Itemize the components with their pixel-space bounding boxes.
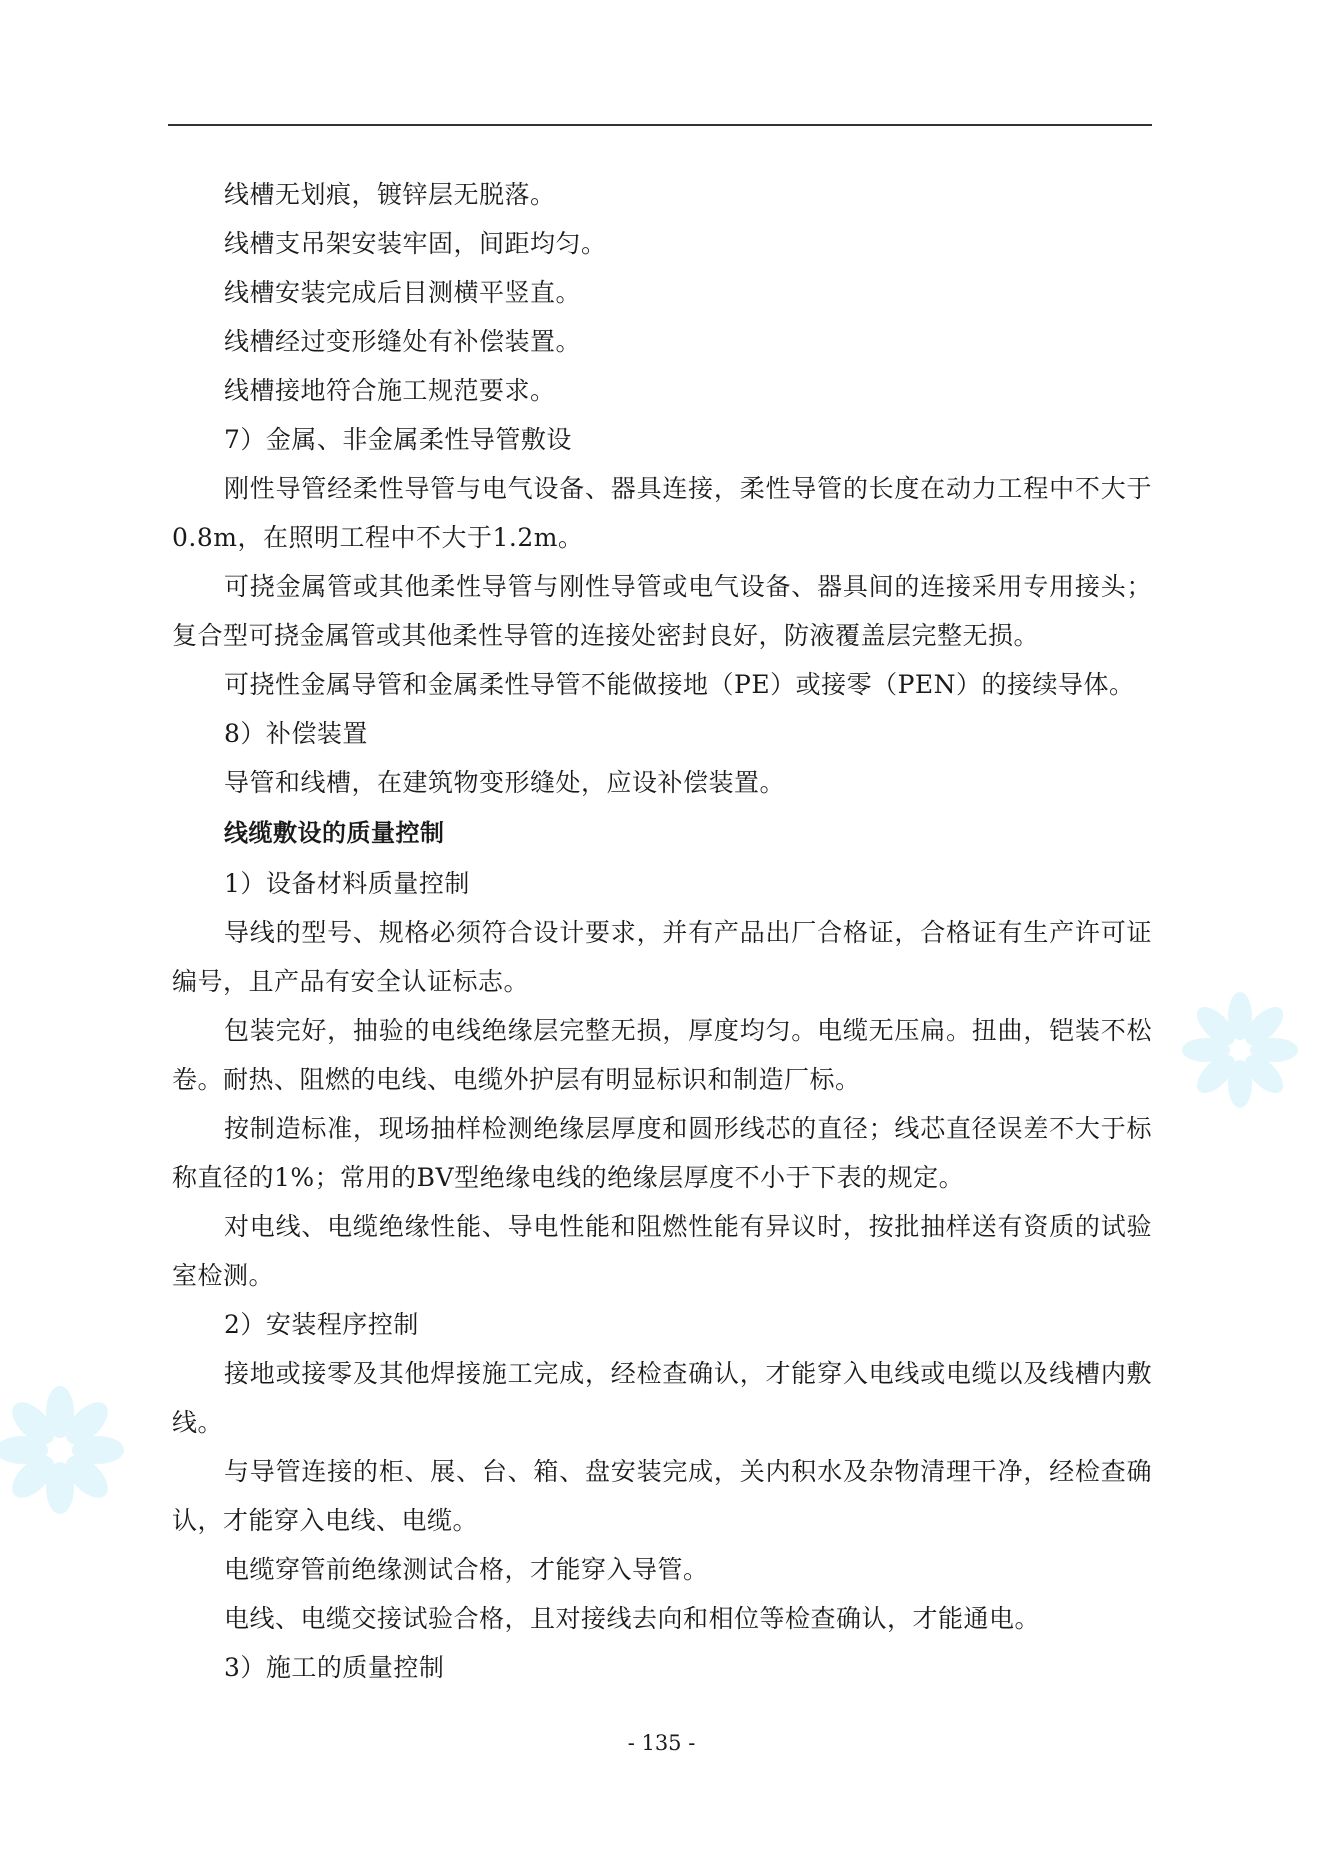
paragraph: 刚性导管经柔性导管与电气设备、器具连接，柔性导管的长度在动力工程中不大于0.8m，在照明工程中不大于1.2m。 (172, 474, 1152, 552)
watermark-logo-top (1182, 992, 1298, 1108)
subsection-heading: 1）设备材料质量控制 (224, 869, 470, 898)
paragraph: 线槽经过变形缝处有补偿装置。 (224, 327, 582, 356)
paragraph: 线槽支吊架安装牢固，间距均匀。 (224, 229, 607, 258)
header-rule (168, 124, 1152, 126)
document-body (172, 170, 1152, 1692)
paragraph: 对电线、电缆绝缘性能、导电性能和阻燃性能有异议时，按批抽样送有资质的试验室检测。 (172, 1212, 1152, 1290)
paragraph: 接地或接零及其他焊接施工完成，经检查确认，才能穿入电线或电缆以及线槽内敷线。 (172, 1359, 1152, 1437)
paragraph: 导管和线槽，在建筑物变形缝处，应设补偿装置。 (224, 768, 786, 797)
section-heading: 线缆敷设的质量控制 (224, 819, 445, 847)
page-number: - 135 - (627, 1731, 696, 1755)
paragraph: 线槽接地符合施工规范要求。 (224, 376, 556, 405)
subsection-heading: 2）安装程序控制 (224, 1310, 419, 1339)
paragraph: 按制造标准，现场抽样检测绝缘层厚度和圆形线芯的直径；线芯直径误差不大于标称直径的1%；常用的BV型绝缘电线的绝缘层厚度不小于下表的规定。 (172, 1114, 1152, 1192)
paragraph: 包装完好，抽验的电线绝缘层完整无损，厚度均匀。电缆无压扁。扭曲，铠装不松卷。耐热、阻燃的电线、电缆外护层有明显标识和制造厂标。 (172, 1016, 1152, 1094)
paragraph: 电缆穿管前绝缘测试合格，才能穿入导管。 (224, 1555, 709, 1584)
subsection-heading: 7）金属、非金属柔性导管敷设 (224, 425, 572, 454)
paragraph: 可挠性金属导管和金属柔性导管不能做接地（PE）或接零（PEN）的接续导体。 (224, 670, 1135, 699)
paragraph: 可挠金属管或其他柔性导管与刚性导管或电气设备、器具间的连接采用专用接头；复合型可挠金属管或其他柔性导管的连接处密封良好，防液覆盖层完整无损。 (172, 572, 1152, 650)
paragraph: 线槽安装完成后目测横平竖直。 (224, 278, 582, 307)
paragraph: 导线的型号、规格必须符合设计要求，并有产品出厂合格证，合格证有生产许可证编号，且产品有安全认证标志。 (172, 918, 1152, 996)
watermark-logo-bottom (0, 1386, 124, 1514)
subsection-heading: 8）补偿装置 (224, 719, 368, 748)
subsection-heading: 3）施工的质量控制 (224, 1653, 445, 1682)
paragraph: 与导管连接的柜、展、台、箱、盘安装完成，关内积水及杂物清理干净，经检查确认，才能穿入电线、电缆。 (172, 1457, 1152, 1535)
paragraph: 线槽无划痕，镀锌层无脱落。 (224, 180, 556, 209)
paragraph: 电线、电缆交接试验合格，且对接线去向和相位等检查确认，才能通电。 (224, 1604, 1041, 1633)
